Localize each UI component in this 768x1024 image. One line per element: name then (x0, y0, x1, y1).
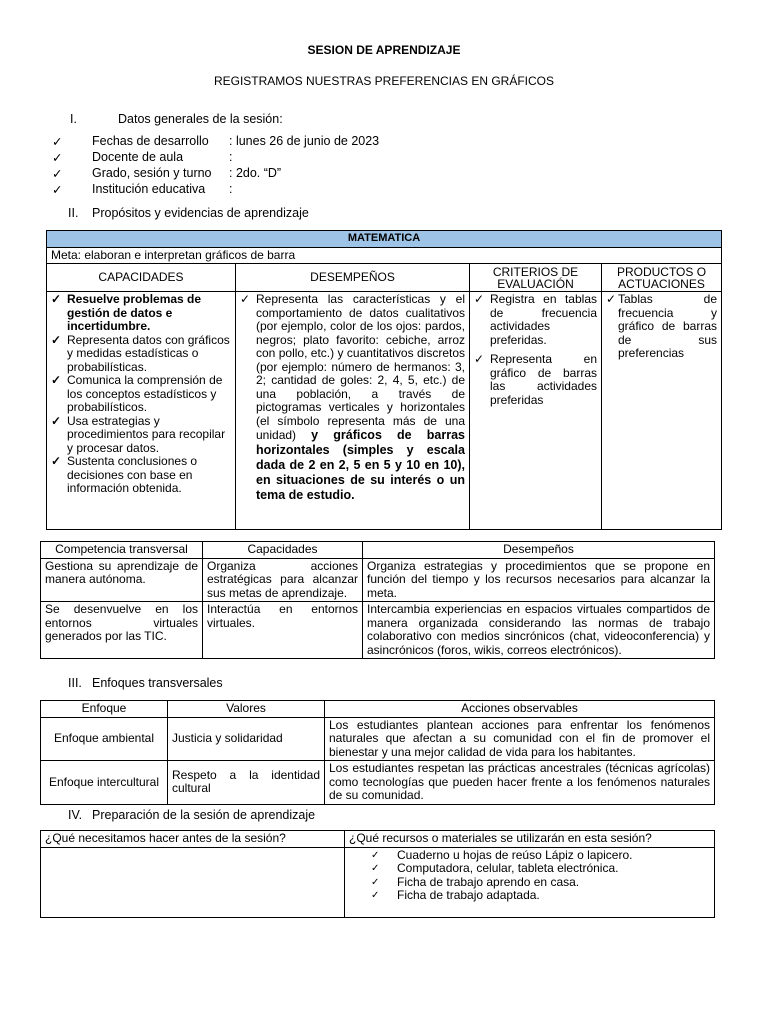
purposes-table (46, 230, 722, 530)
capacidades-cell (47, 292, 236, 530)
enfoque-cell: Enfoque intercultural (41, 761, 168, 805)
general-data-value: : (229, 150, 233, 164)
table-row (41, 558, 715, 602)
general-data-item (52, 182, 62, 197)
general-data-item (52, 150, 62, 165)
valores-cell: Respeto a la identidad cultural (168, 761, 325, 805)
section-2-number: II. (68, 206, 79, 220)
check-icon (52, 167, 62, 181)
list-item (51, 415, 231, 456)
area-header: MATEMATICA (47, 231, 722, 248)
check-icon (474, 353, 484, 367)
competencia-text: Resuelve problemas de gestión de datos e incertidumbre. (67, 292, 202, 333)
list-item (51, 293, 231, 334)
header-capacidades: Capacidades (203, 542, 363, 559)
header-enfoque: Enfoque (41, 701, 168, 718)
header-criterios: CRITERIOS DE EVALUACIÓN (470, 264, 602, 292)
list-item (371, 876, 710, 890)
document-subtitle: REGISTRAMOS NUESTRAS PREFERENCIAS EN GRÁFICOS (213, 74, 555, 88)
check-icon (51, 293, 61, 307)
check-icon (51, 334, 61, 348)
general-data-value: : lunes 26 de junio de 2023 (229, 134, 380, 148)
check-icon (52, 151, 62, 165)
recursos-cell (345, 847, 715, 917)
preparacion-table (40, 830, 715, 918)
desempeno-cell: Intercambia experiencias en espacios virtuales compartidos de manera organizada considerando las normas de trabajo colaborativo con medios sincrónicos (chat, videoconferencia) y asincrónicos (foros, wikis, correos electrónicos). (363, 602, 715, 659)
section-3-number: III. (68, 676, 82, 690)
header-desempenos: DESEMPEÑOS (236, 264, 470, 292)
general-data-value: : 2do. “D” (229, 166, 282, 180)
section-3-title: Enfoques transversales (92, 676, 223, 690)
section-1-title: Datos generales de la sesión: (118, 112, 283, 126)
list-item (606, 293, 717, 361)
desempeno-cell: Organiza estrategias y procedimientos que se propone en función del tiempo y los recursos necesarios para alcanzar la meta. (363, 558, 715, 602)
document-title: SESION DE APRENDIZAJE (307, 43, 461, 57)
list-item (51, 455, 231, 496)
list-item (474, 353, 597, 407)
capacidad-text: Sustenta conclusiones o decisiones con base en información obtenida. (67, 454, 198, 495)
list-item (371, 849, 710, 863)
criterio-text: Representa en gráfico de barras las actividades preferidas (490, 352, 597, 407)
check-icon (371, 876, 379, 890)
check-icon (51, 455, 61, 469)
competencia-cell: Gestiona su aprendizaje de manera autónoma. (41, 558, 203, 602)
producto-text: Tablas de frecuencia y gráfico de barras de sus preferencias (618, 292, 717, 360)
section-1-number: I. (70, 112, 77, 126)
section-4-title: Preparación de la sesión de aprendizaje (92, 808, 316, 822)
recurso-text: Ficha de trabajo adaptada. (397, 888, 540, 902)
capacidad-cell: Organiza acciones estratégicas para alcanzar sus metas de aprendizaje. (203, 558, 363, 602)
check-icon (371, 889, 379, 903)
header-desempenos: Desempeños (363, 542, 715, 559)
check-icon (51, 374, 61, 388)
table-row (41, 761, 715, 805)
enfoques-table (40, 700, 715, 805)
productos-cell (602, 292, 722, 530)
capacidad-cell: Interactúa en entornos virtuales. (203, 602, 363, 659)
desempeno-text: Representa las características y el comportamiento de datos cualitativos (por ejemplo, color de los ojos: pardos, negros; plato favorito: cebiche, arroz con pollo, etc.) y cuantitativos discretos (por ejemplo: número de hermanos: 3, 2; cantidad de goles: 2, 4, 5, etc.) de una población, a través de pictogramas verticales y horizontales (el símbolo representa más de una unidad) (256, 292, 465, 442)
general-data-value: : (229, 182, 233, 196)
general-data-label: Institución educativa (92, 182, 206, 196)
general-data-label: Docente de aula (92, 150, 184, 164)
check-icon (474, 293, 484, 307)
enfoque-cell: Enfoque ambiental (41, 717, 168, 761)
meta-row: Meta: elaboran e interpretan gráficos de barra (47, 247, 722, 264)
recurso-text: Computadora, celular, tableta electrónica. (397, 861, 619, 875)
transversal-table (40, 541, 715, 659)
header-recursos: ¿Qué recursos o materiales se utilizarán en esta sesión? (345, 831, 715, 848)
capacidad-text: Representa datos con gráficos y medidas estadísticas o probabilísticas. (67, 332, 230, 374)
check-icon (371, 862, 379, 876)
check-icon (52, 135, 62, 149)
header-acciones: Acciones observables (325, 701, 715, 718)
valores-cell: Justicia y solidaridad (168, 717, 325, 761)
list-item (51, 334, 231, 375)
desempenos-cell (236, 292, 470, 530)
table-row (41, 602, 715, 659)
check-icon (240, 293, 250, 307)
general-data-label: Fechas de desarrollo (92, 134, 209, 148)
capacidad-text: Usa estrategias y procedimientos para recopilar y procesar datos. (67, 413, 226, 455)
general-data-label: Grado, sesión y turno (92, 166, 212, 180)
desempeno-bold-text: y gráficos de barras horizontales (simples y escala dada de 2 en 2, 5 en 5 y 10 en 10), en situaciones de su interés o un tema de estudio. (256, 428, 465, 502)
recurso-text: Ficha de trabajo aprendo en casa. (397, 874, 580, 889)
table-row (41, 717, 715, 761)
list-item (240, 293, 465, 503)
competencia-cell: Se desenvuelve en los entornos virtuales generados por las TIC. (41, 602, 203, 659)
list-item (371, 862, 710, 876)
general-data-item (52, 134, 62, 149)
header-capacidades: CAPACIDADES (47, 264, 236, 292)
header-valores: Valores (168, 701, 325, 718)
acciones-cell: Los estudiantes plantean acciones para enfrentar los fenómenos naturales que afectan a su comunidad con el fin de promover el bienestar y una mejor calidad de vida para los habitantes. (325, 717, 715, 761)
header-antes: ¿Qué necesitamos hacer antes de la sesión? (41, 831, 345, 848)
list-item (371, 889, 710, 903)
acciones-cell: Los estudiantes respetan las prácticas ancestrales (técnicas agrícolas) como tecnologías que pueden hacer frente a los fenómenos naturales de su comunidad. (325, 761, 715, 805)
check-icon (51, 415, 61, 429)
criterio-text: Registra en tablas de frecuencia actividades preferidas. (490, 292, 597, 347)
capacidad-text: Comunica la comprensión de los conceptos estadísticos y probabilísticos. (67, 373, 223, 414)
check-icon (606, 293, 616, 307)
general-data-item (52, 166, 62, 181)
list-item (474, 293, 597, 347)
check-icon (52, 183, 62, 197)
section-2-title: Propósitos y evidencias de aprendizaje (92, 206, 309, 220)
header-productos: PRODUCTOS O ACTUACIONES (602, 264, 722, 292)
antes-cell (41, 847, 345, 917)
header-competencia: Competencia transversal (41, 542, 203, 559)
recurso-text: Cuaderno u hojas de reúso Lápiz o lapicero. (397, 847, 633, 862)
criterios-cell (470, 292, 602, 530)
check-icon (371, 849, 379, 863)
section-4-number: IV. (68, 808, 83, 822)
list-item (51, 374, 231, 415)
